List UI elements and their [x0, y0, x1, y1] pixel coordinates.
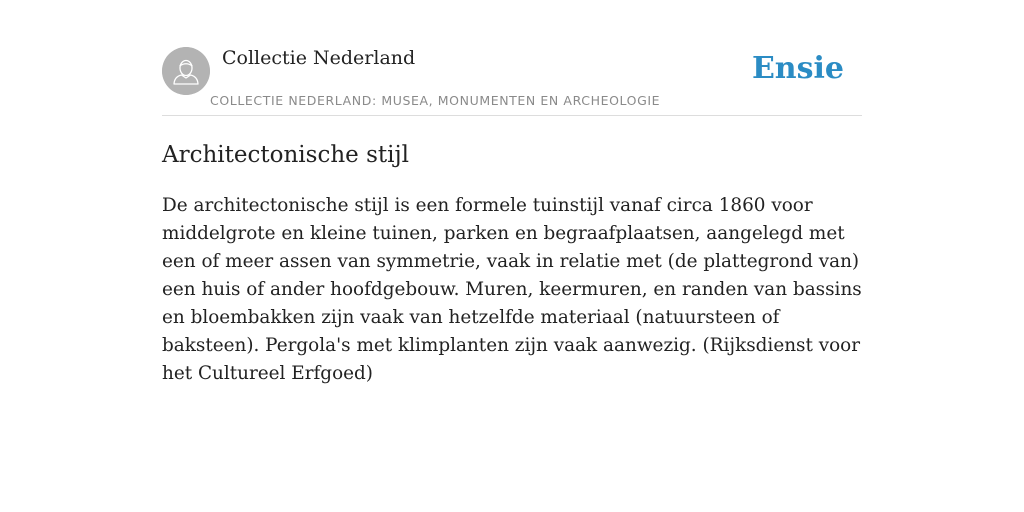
- entry-header: [162, 0, 862, 116]
- brand-logo[interactable]: Ensie: [751, 51, 844, 86]
- collection-link[interactable]: COLLECTIE NEDERLAND: MUSEA, MONUMENTEN EN ARCHEOLOGIE: [210, 93, 661, 108]
- article-body: De architectonische stijl is een formele tuinstijl vanaf circa 1860 voor middelgrote en kleine tuinen, parken en begraafplaatsen, aangelegd met een of meer assen van symmetrie, vaak in relatie met (de plattegrond van) een huis of ander hoofdgebouw. Muren, keermuren, en randen van bassins en bloembakken zijn vaak van hetzelfde materiaal (natuursteen of baksteen). Pergola's met klimplanten zijn vaak aanwezig. (Rijksdienst voor het Cultureel Erfgoed): [162, 195, 862, 384]
- author-name-link[interactable]: Collectie Nederland: [222, 47, 416, 69]
- entry-card: [162, 0, 862, 512]
- author-avatar[interactable]: [162, 47, 210, 95]
- article-title: Architectonische stijl: [162, 142, 409, 168]
- user-icon: [162, 47, 210, 95]
